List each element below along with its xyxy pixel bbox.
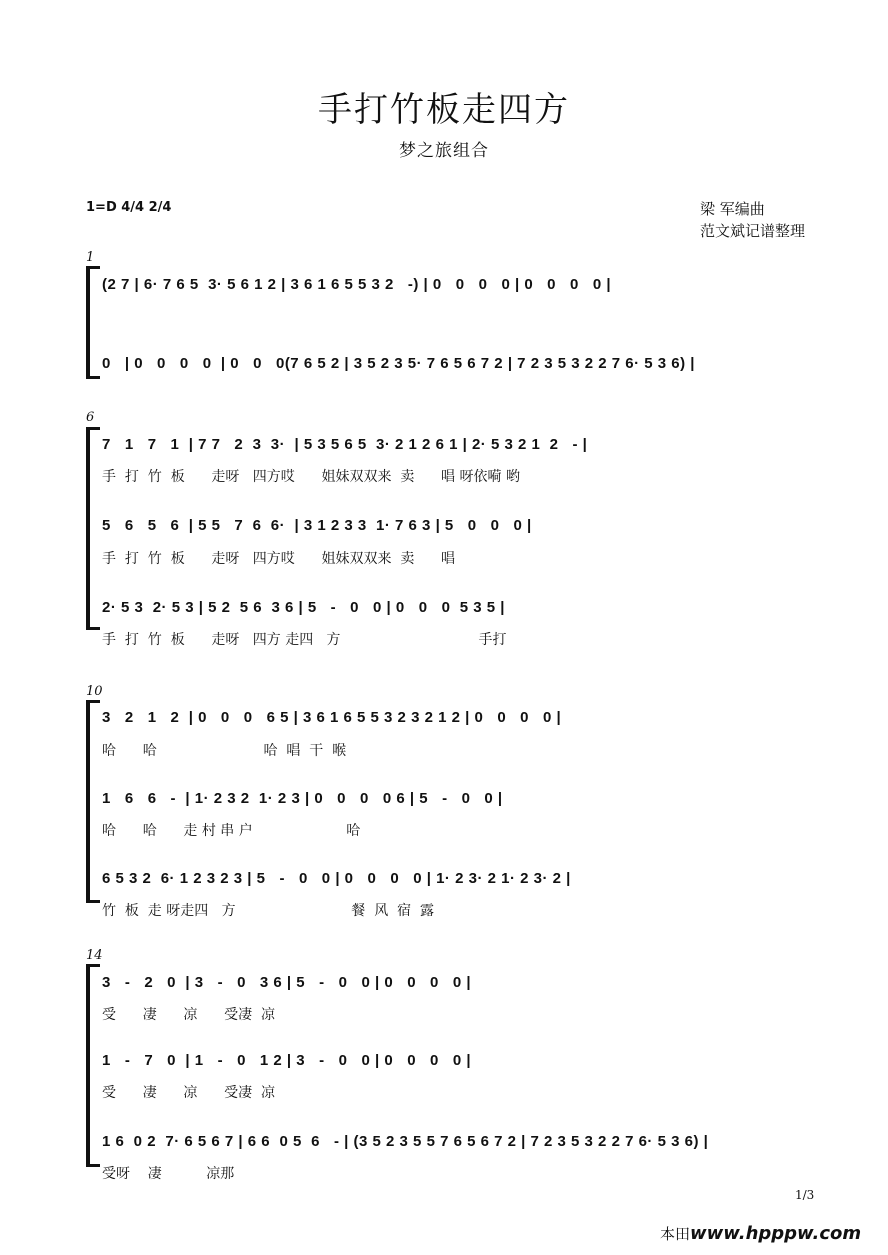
- staff-notes: 5 6 5 6 | 5 5 7 6 6· | 3 1 2 3 3 1· 7 6 3 | 5 0 0 0 |: [102, 517, 532, 534]
- staff-lyrics: 竹 板 走 呀走四 方 餐 风 宿 露: [102, 903, 435, 919]
- system-brace: [86, 427, 90, 629]
- system-brace-bottom: [86, 627, 100, 630]
- staff-notes: 1 - 7 0 | 1 - 0 1 2 | 3 - 0 0 | 0 0 0 0 |: [102, 1052, 472, 1069]
- composer-credit: 梁 军编曲: [700, 200, 765, 218]
- watermark-url: www.hpppw.com: [690, 1223, 862, 1244]
- staff-lyrics: 受 凄 凉 受凄 凉: [102, 1007, 276, 1023]
- system-brace: [86, 964, 90, 1166]
- measure-number: 10: [86, 684, 103, 699]
- key-signature: 1=D 4/4 2/4: [86, 200, 172, 215]
- measure-number: 6: [86, 410, 95, 425]
- staff-notes: 1 6 6 - | 1· 2 3 2 1· 2 3 | 0 0 0 0 6 | 5 - 0 0 |: [102, 790, 503, 807]
- staff-lyrics: 手 打 竹 板 走呀 四方哎 姐妹双双来 卖 唱 呀依嗬 哟: [102, 469, 520, 485]
- staff-notes: 2· 5 3 2· 5 3 | 5 2 5 6 3 6 | 5 - 0 0 | 0 0 0 5 3 5 |: [102, 599, 505, 616]
- staff-lyrics: 哈 哈 走 村 串 户 哈: [102, 823, 361, 839]
- measure-number: 14: [86, 948, 103, 963]
- watermark-prefix: 本田: [660, 1225, 691, 1243]
- staff-notes: 7 1 7 1 | 7 7 2 3 3· | 5 3 5 6 5 3· 2 1 2 6 1 | 2· 5 3 2 1 2 - |: [102, 436, 588, 453]
- measure-number: 1: [86, 250, 95, 265]
- system-brace-bottom: [86, 1164, 100, 1167]
- staff-lyrics: 哈 哈 哈 唱 干 喉: [102, 743, 347, 759]
- staff-lyrics: 受 凄 凉 受凄 凉: [102, 1085, 276, 1101]
- staff-notes: 6 5 3 2 6· 1 2 3 2 3 | 5 - 0 0 | 0 0 0 0 | 1· 2 3· 2 1· 2 3· 2 |: [102, 870, 571, 887]
- subtitle: 梦之旅组合: [399, 141, 489, 161]
- page-title: 手打竹板走四方: [318, 90, 570, 130]
- transcriber-credit: 范文斌记谱整理: [700, 222, 806, 240]
- system-brace-bottom: [86, 900, 100, 903]
- staff-notes: 0 | 0 0 0 0 | 0 0 0(7 6 5 2 | 3 5 2 3 5· 7 6 5 6 7 2 | 7 2 3 5 3 2 2 7 6· 5 3 6) |: [102, 355, 695, 372]
- system-brace-bottom: [86, 376, 100, 379]
- staff-notes: 3 2 1 2 | 0 0 0 6 5 | 3 6 1 6 5 5 3 2 3 2 1 2 | 0 0 0 0 |: [102, 709, 562, 726]
- watermark: [660, 1223, 861, 1244]
- staff-notes: (2 7 | 6· 7 6 5 3· 5 6 1 2 | 3 6 1 6 5 5 3 2 -) | 0 0 0 0 | 0 0 0 0 |: [102, 276, 612, 293]
- page-number: 1/3: [795, 1188, 815, 1202]
- staff-notes: 1 6 0 2 7· 6 5 6 7 | 6 6 0 5 6 - | (3 5 2 3 5 5 7 6 5 6 7 2 | 7 2 3 5 3 2 2 7 6· 5 3 6) |: [102, 1133, 709, 1150]
- staff-lyrics: 受呀 凄 凉那: [102, 1166, 235, 1182]
- staff-notes: 3 - 2 0 | 3 - 0 3 6 | 5 - 0 0 | 0 0 0 0 |: [102, 974, 472, 991]
- system-brace: [86, 266, 90, 378]
- staff-lyrics: 手 打 竹 板 走呀 四方 走四 方 手打: [102, 632, 507, 648]
- system-brace: [86, 700, 90, 902]
- staff-lyrics: 手 打 竹 板 走呀 四方哎 姐妹双双来 卖 唱: [102, 551, 456, 567]
